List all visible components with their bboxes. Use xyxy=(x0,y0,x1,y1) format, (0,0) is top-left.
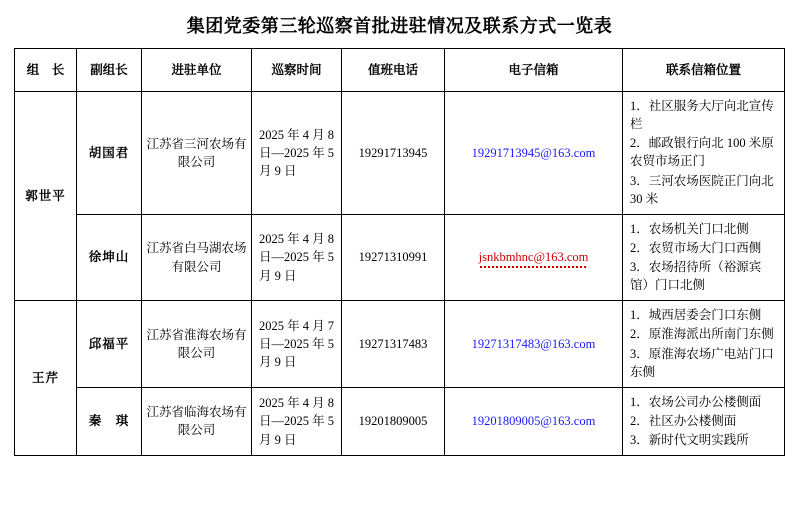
location-list xyxy=(630,306,779,381)
page-title: 集团党委第三轮巡察首批进驻情况及联系方式一览表 xyxy=(186,16,613,36)
cell-email-2-1 xyxy=(445,301,623,388)
cell-deputy-2-1: 邱福平 xyxy=(77,301,142,388)
cell-unit-1-2: 江苏省白马湖农场有限公司 xyxy=(142,214,252,301)
cell-locations-1-2 xyxy=(623,214,785,301)
column-header-mailbox-location: 联系信箱位置 xyxy=(623,49,785,92)
list-item: 2．社区办公楼侧面 xyxy=(630,413,737,428)
cell-time-2-2: 2025 年 4 月 8 日—2025 年 5 月 9 日 xyxy=(252,387,342,455)
column-header-inspection-time: 巡察时间 xyxy=(252,49,342,92)
cell-phone-2-1: 19271317483 xyxy=(342,301,445,388)
table-row xyxy=(15,92,785,215)
email-text: 19291713945@163.com xyxy=(471,145,596,160)
cell-unit-2-1: 江苏省淮海农场有限公司 xyxy=(142,301,252,388)
location-list xyxy=(630,220,779,295)
email-text: 19201809005@163.com xyxy=(471,414,596,429)
email-text: jsnkbmhnc@163.com xyxy=(479,248,589,266)
cell-leader-1: 郭世平 xyxy=(15,92,77,301)
cell-phone-2-2: 19201809005 xyxy=(342,387,445,455)
table-header-row xyxy=(15,49,785,92)
email-text: 19271317483@163.com xyxy=(471,336,596,351)
table-body xyxy=(15,92,785,456)
list-item: 1．农场机关门口北侧 xyxy=(630,221,749,236)
cell-phone-1-1: 19291713945 xyxy=(342,92,445,215)
cell-email-1-2 xyxy=(445,214,623,301)
cell-leader-2: 王芹 xyxy=(15,301,77,456)
list-item: 1．社区服务大厅向北宣传栏 xyxy=(630,99,774,132)
inspection-schedule-table xyxy=(14,48,785,456)
cell-time-1-2: 2025 年 4 月 8 日—2025 年 5 月 9 日 xyxy=(252,214,342,301)
cell-phone-1-2: 19271310991 xyxy=(342,214,445,301)
column-header-leader: 组 长 xyxy=(15,49,77,92)
cell-locations-2-1 xyxy=(623,301,785,388)
list-item: 2．农贸市场大门口西侧 xyxy=(630,240,762,255)
list-item: 3．三河农场医院正门向北 30 米 xyxy=(630,173,774,206)
cell-unit-1-1: 江苏省三河农场有限公司 xyxy=(142,92,252,215)
cell-unit-2-2: 江苏省临海农场有限公司 xyxy=(142,387,252,455)
list-item: 1．农场公司办公楼侧面 xyxy=(630,394,762,409)
column-header-unit: 进驻单位 xyxy=(142,49,252,92)
table-header xyxy=(15,49,785,92)
location-list xyxy=(630,393,779,449)
column-header-deputy-leader: 副组长 xyxy=(77,49,142,92)
cell-time-2-1: 2025 年 4 月 7 日—2025 年 5 月 9 日 xyxy=(252,301,342,388)
column-header-duty-phone: 值班电话 xyxy=(342,49,445,92)
list-item: 1．城西居委会门口东侧 xyxy=(630,308,762,323)
location-list xyxy=(630,97,779,208)
cell-locations-1-1 xyxy=(623,92,785,215)
list-item: 2．原淮海派出所南门东侧 xyxy=(630,327,774,342)
table-row xyxy=(15,387,785,455)
cell-email-1-1 xyxy=(445,92,623,215)
table-row xyxy=(15,301,785,388)
cell-email-2-2 xyxy=(445,387,623,455)
cell-deputy-2-2: 秦 琪 xyxy=(77,387,142,455)
column-header-email: 电子信箱 xyxy=(445,49,623,92)
list-item: 2．邮政银行向北 100 米原农贸市场正门 xyxy=(630,136,774,169)
cell-deputy-1-1: 胡国君 xyxy=(77,92,142,215)
cell-deputy-1-2: 徐坤山 xyxy=(77,214,142,301)
list-item: 3．新时代文明实践所 xyxy=(630,433,749,447)
cell-time-1-1: 2025 年 4 月 8 日—2025 年 5 月 9 日 xyxy=(252,92,342,215)
cell-locations-2-2 xyxy=(623,387,785,455)
table-row xyxy=(15,214,785,301)
list-item: 3．原淮海农场广电站门口东侧 xyxy=(630,346,774,379)
list-item: 3．农场招待所（裕源宾馆）门口北侧 xyxy=(630,260,762,293)
